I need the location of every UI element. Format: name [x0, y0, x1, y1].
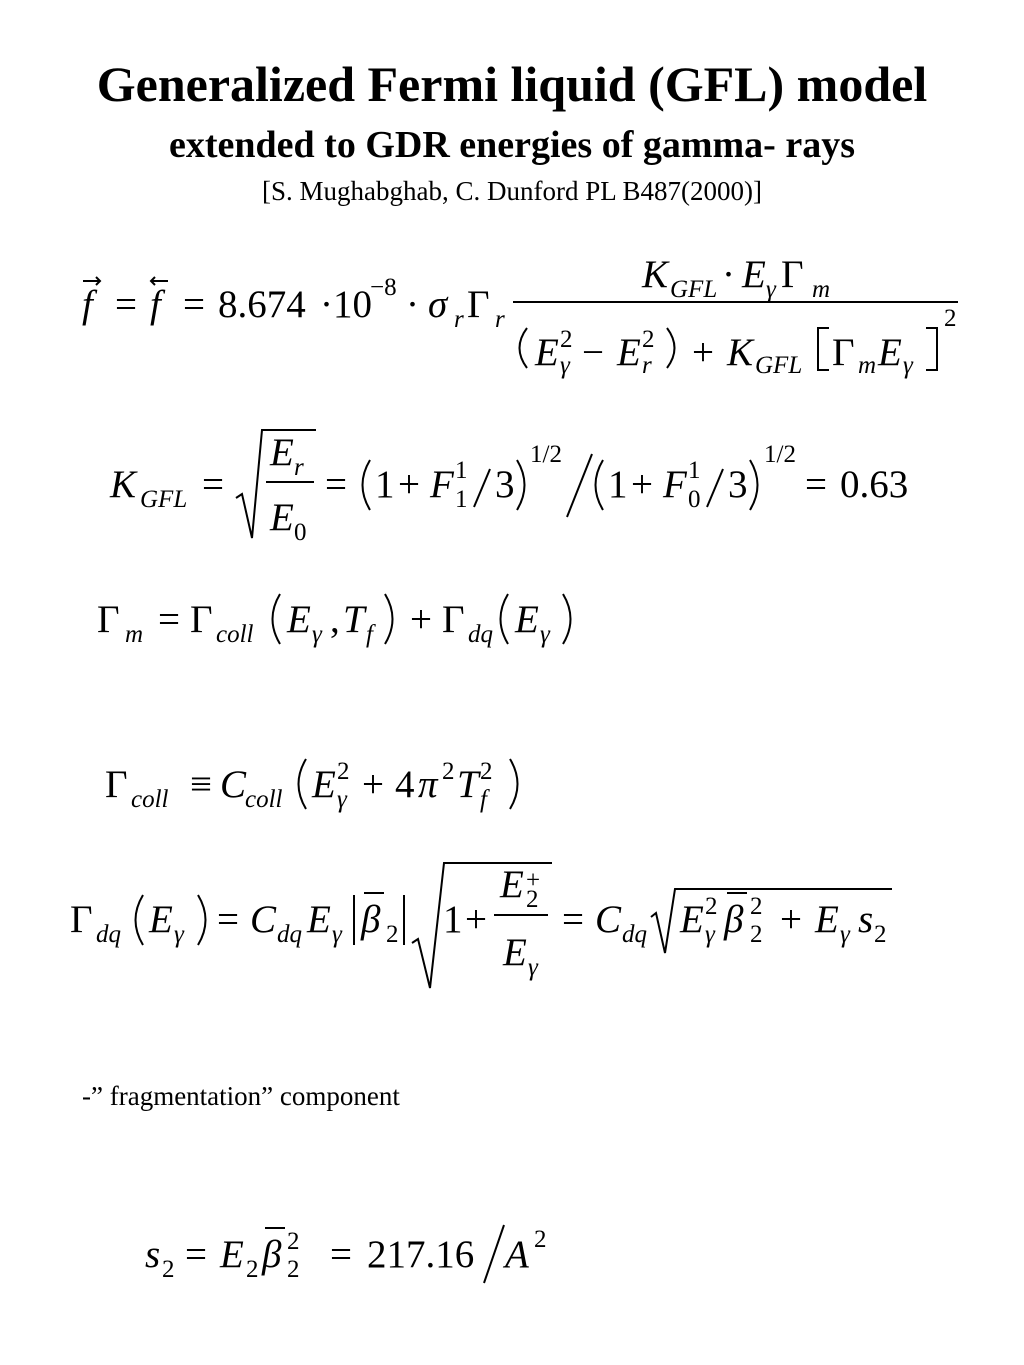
equation-gamma-coll: [0, 745, 1024, 825]
svg-text:m: m: [858, 352, 877, 379]
svg-text:s: s: [145, 1233, 161, 1276]
svg-text:1: 1: [375, 463, 395, 506]
svg-text:1: 1: [608, 463, 628, 506]
svg-text:γ: γ: [903, 352, 913, 379]
svg-text:r: r: [642, 352, 652, 379]
svg-text:E: E: [535, 331, 559, 374]
svg-text:Γ: Γ: [97, 598, 120, 641]
svg-text:γ: γ: [560, 352, 570, 379]
svg-text:K: K: [642, 253, 669, 296]
svg-text:2: 2: [526, 886, 539, 913]
svg-text:E: E: [149, 898, 173, 941]
svg-text:E: E: [312, 763, 336, 806]
svg-text:·10: ·10: [320, 283, 372, 326]
svg-text:2: 2: [874, 921, 887, 948]
svg-text:γ: γ: [312, 621, 322, 648]
svg-text:f: f: [366, 621, 373, 648]
svg-text:4: 4: [395, 763, 415, 806]
svg-text:=: =: [217, 898, 239, 941]
equation-s2: [0, 1215, 1024, 1295]
svg-text:f: f: [150, 283, 161, 326]
svg-text:2: 2: [705, 893, 718, 920]
svg-text:=: =: [805, 463, 827, 506]
svg-text:GFL: GFL: [670, 276, 718, 303]
slide-title: Generalized Fermi liquid (GFL) model: [96, 56, 928, 112]
svg-text:E: E: [742, 253, 766, 296]
svg-text:γ: γ: [337, 786, 347, 813]
svg-text:γ: γ: [705, 921, 715, 948]
svg-text:1: 1: [455, 486, 468, 513]
svg-text:γ: γ: [332, 921, 342, 948]
svg-text:T: T: [457, 763, 479, 806]
svg-text:β: β: [262, 1233, 282, 1276]
svg-text:2: 2: [560, 326, 573, 353]
svg-text:2: 2: [287, 1256, 300, 1283]
svg-text:2: 2: [287, 1228, 300, 1255]
svg-text:−: −: [582, 331, 604, 374]
svg-text:E: E: [515, 598, 539, 641]
svg-text:E: E: [878, 331, 902, 374]
svg-text:·: ·: [722, 253, 735, 296]
svg-text:γ: γ: [174, 921, 184, 948]
svg-text:β: β: [361, 898, 381, 941]
svg-text:+: +: [398, 463, 420, 506]
fragmentation-note: -” fragmentation” component: [82, 1081, 400, 1111]
svg-text:E: E: [287, 598, 311, 641]
svg-text:2: 2: [162, 1256, 175, 1283]
svg-text:+: +: [410, 598, 432, 641]
svg-text:=: =: [202, 463, 224, 506]
svg-text:1: 1: [688, 457, 701, 484]
svg-text:f: f: [480, 786, 487, 813]
k-gfl-value: 0.63: [840, 463, 909, 506]
svg-text:E: E: [307, 898, 331, 941]
svg-text:Γ: Γ: [442, 598, 465, 641]
svg-text:E: E: [503, 931, 527, 974]
svg-text:·: ·: [406, 283, 419, 326]
exponent-value: −8: [370, 274, 397, 301]
svg-text:2: 2: [944, 305, 957, 332]
svg-text:GFL: GFL: [140, 486, 188, 513]
svg-text:C: C: [595, 898, 622, 941]
svg-text:E: E: [270, 496, 294, 539]
svg-text:γ: γ: [528, 954, 538, 981]
svg-text:,: ,: [330, 598, 340, 641]
svg-text:3: 3: [495, 463, 515, 506]
svg-text:=: =: [183, 283, 205, 326]
svg-text:A: A: [505, 1233, 529, 1276]
equation-k-gfl: [0, 420, 1024, 550]
svg-text:E: E: [680, 898, 704, 941]
svg-text:GFL: GFL: [755, 352, 803, 379]
svg-text:E: E: [220, 1233, 244, 1276]
svg-text:Γ: Γ: [70, 898, 93, 941]
svg-text:=: =: [185, 1233, 207, 1276]
svg-text:+: +: [526, 867, 541, 894]
svg-text:+: +: [780, 898, 802, 941]
svg-text:dq: dq: [468, 621, 493, 648]
svg-text:0: 0: [294, 519, 307, 546]
svg-text:1: 1: [443, 898, 463, 941]
svg-text:=: =: [330, 1233, 352, 1276]
svg-text:+: +: [631, 463, 653, 506]
svg-text:C: C: [220, 763, 247, 806]
svg-text:K: K: [727, 331, 754, 374]
s2-value: 217.16: [367, 1233, 475, 1276]
svg-text:Γ: Γ: [781, 253, 804, 296]
svg-text:f: f: [82, 283, 93, 326]
svg-text:dq: dq: [96, 921, 121, 948]
svg-text:E: E: [270, 431, 294, 474]
svg-text:T: T: [343, 598, 365, 641]
svg-text:1/2: 1/2: [530, 441, 562, 468]
svg-text:F: F: [430, 463, 454, 506]
svg-text:m: m: [125, 621, 144, 648]
slide-subtitle: extended to GDR energies of gamma- rays: [169, 124, 855, 166]
svg-text:m: m: [812, 276, 831, 303]
svg-text:1: 1: [455, 457, 468, 484]
reference-citation: [S. Mughabghab, C. Dunford PL B487(2000)]: [262, 176, 762, 206]
svg-text:π: π: [418, 763, 438, 806]
svg-text:=: =: [158, 598, 180, 641]
svg-text:+: +: [692, 331, 714, 374]
equation-strength-function: [0, 240, 1024, 390]
svg-text:3: 3: [728, 463, 748, 506]
svg-text:E: E: [815, 898, 839, 941]
svg-text:σ: σ: [428, 283, 448, 326]
svg-text:Γ: Γ: [190, 598, 213, 641]
svg-text:2: 2: [534, 1226, 547, 1253]
svg-text:r: r: [294, 454, 304, 481]
svg-text:2: 2: [750, 921, 763, 948]
svg-text:+: +: [465, 898, 487, 941]
svg-text:2: 2: [386, 921, 399, 948]
svg-text:=: =: [325, 463, 347, 506]
svg-text:E: E: [500, 863, 524, 906]
svg-text:Γ: Γ: [832, 331, 855, 374]
svg-text:≡: ≡: [190, 763, 212, 806]
svg-text:+: +: [362, 763, 384, 806]
svg-text:dq: dq: [622, 921, 647, 948]
svg-text:E: E: [617, 331, 641, 374]
svg-text:2: 2: [750, 893, 763, 920]
svg-text:β: β: [724, 898, 744, 941]
svg-text:γ: γ: [766, 276, 776, 303]
svg-text:C: C: [250, 898, 277, 941]
svg-text:=: =: [562, 898, 584, 941]
svg-text:r: r: [495, 306, 505, 333]
svg-text:2: 2: [442, 758, 455, 785]
svg-text:coll: coll: [131, 786, 169, 813]
svg-text:2: 2: [246, 1256, 259, 1283]
svg-text:γ: γ: [840, 921, 850, 948]
svg-text:2: 2: [642, 326, 655, 353]
svg-text:2: 2: [480, 758, 493, 785]
svg-text:coll: coll: [216, 621, 254, 648]
svg-text:dq: dq: [277, 921, 302, 948]
svg-text:Γ: Γ: [105, 763, 128, 806]
svg-text:γ: γ: [540, 621, 550, 648]
equation-gamma-m: [0, 580, 1024, 660]
svg-text:0: 0: [688, 486, 701, 513]
svg-text:r: r: [454, 306, 464, 333]
svg-text:K: K: [110, 463, 137, 506]
svg-text:=: =: [115, 283, 137, 326]
svg-text:1/2: 1/2: [764, 441, 796, 468]
svg-text:Γ: Γ: [467, 283, 490, 326]
prefactor-value: 8.674: [218, 283, 306, 326]
svg-text:F: F: [663, 463, 687, 506]
equation-gamma-dq: [0, 855, 1024, 1005]
svg-text:2: 2: [337, 758, 350, 785]
svg-text:coll: coll: [245, 786, 283, 813]
svg-text:s: s: [858, 898, 874, 941]
